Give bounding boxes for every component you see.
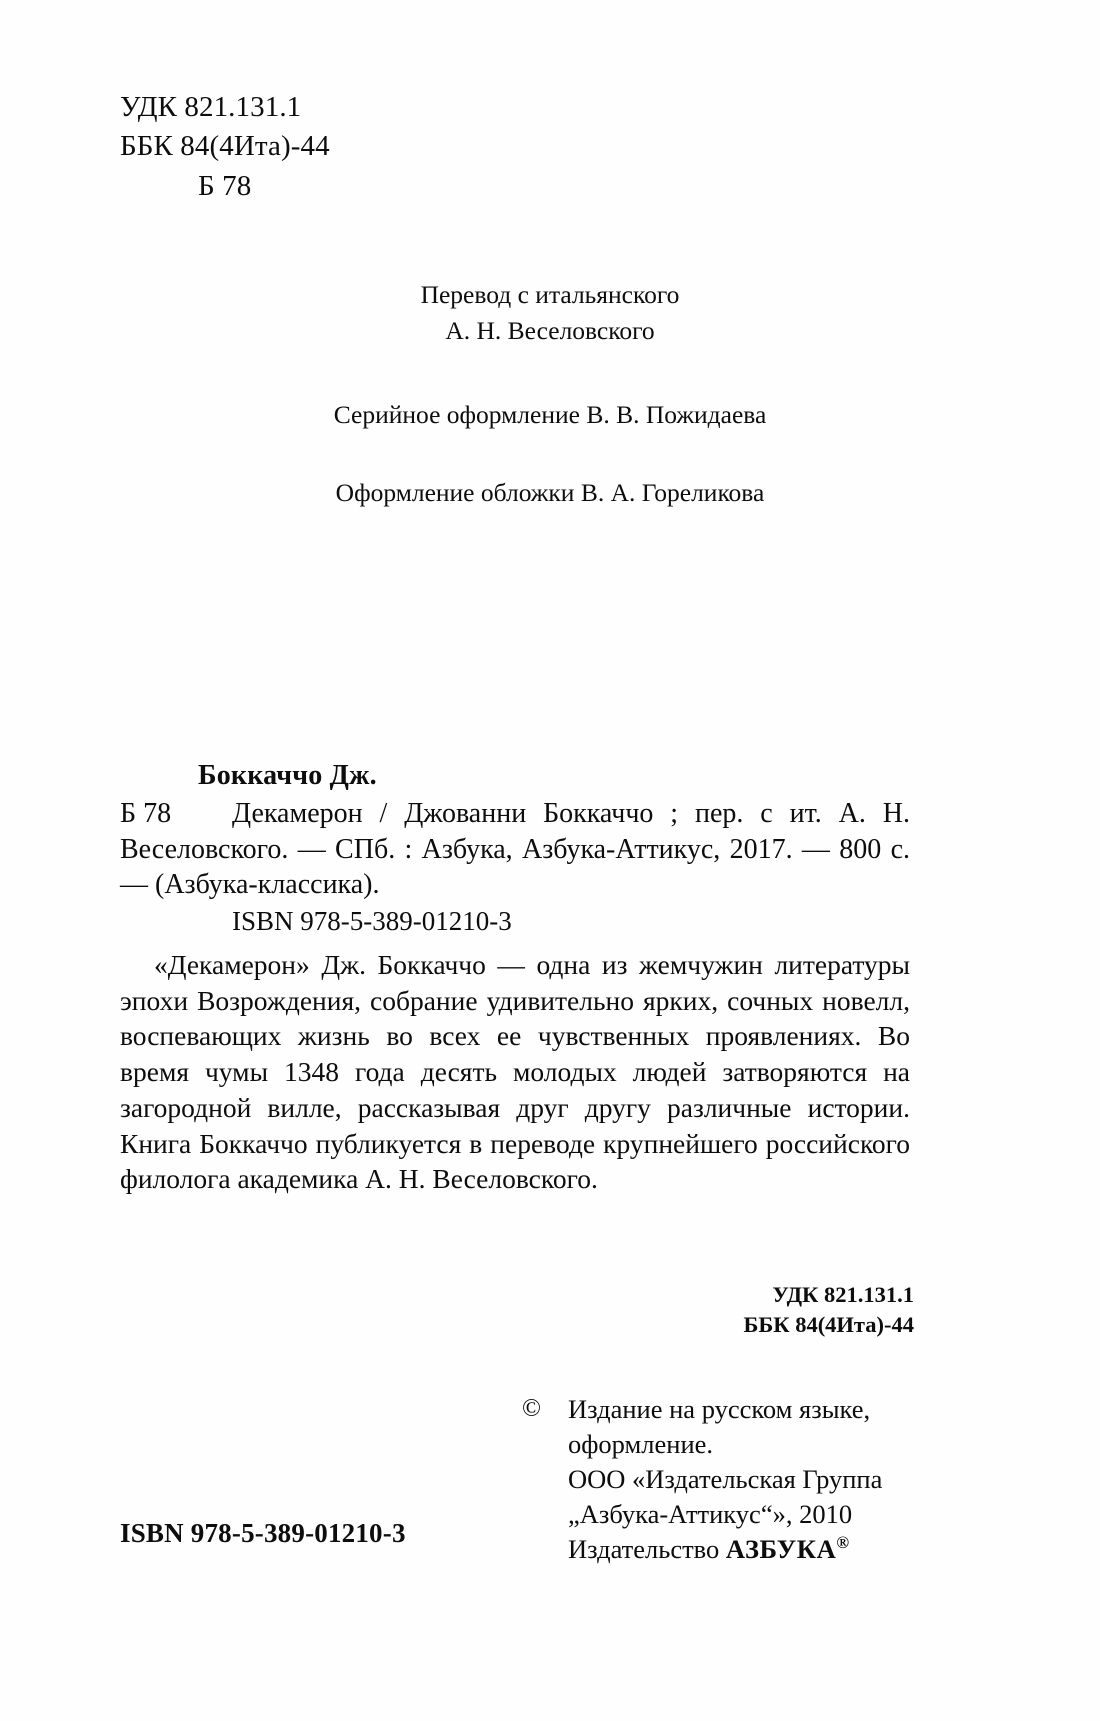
copyright-block [522,1392,882,1567]
publisher-line [522,1532,882,1567]
cip-description-value: Декамерон / Джованни Боккаччо ; пер. с ит. А. Н. Веселовского. — СПб. : Азбука, Азбука-Аттикус, 2017. — 800 с. — (Азбука-классика). [120,798,910,901]
udk-code-repeat: УДК 821.131.1 [772,1282,914,1307]
copyright-line-4: „Азбука-Аттикус“», 2010 [568,1498,853,1529]
registered-trademark-icon: ® [836,1533,850,1553]
copyright-icon: © [522,1395,541,1422]
udk-code: УДК 821.131.1 [120,91,302,123]
translator-name: А. Н. Веселовского [445,315,655,345]
classification-codes [120,88,330,206]
book-annotation: «Декамерон» Дж. Боккаччо — одна из жемчужин литературы эпохи Возрождения, собрание удивительно ярких, сочных новелл, воспевающих жизнь во всех ее чувственных проявлениях. Во время чумы 1348 года десять молодых людей затворяются на загородной вилле, рассказывая друг другу различные истории. Книга Боккаччо публикуется в переводе крупнейшего российского филолога академика А. Н. Веселовского. [120,948,910,1195]
copyright-line-2: оформление. [568,1428,714,1459]
copyright-row [522,1392,882,1427]
translation-credit [0,277,1100,348]
bbk-code-repeat: ББК 84(4Ита)-44 [743,1311,914,1337]
cip-block [120,758,910,1197]
cip-shelfmark: Б 78 [120,798,172,830]
classification-codes-repeat [0,1280,1100,1340]
cip-isbn: ISBN 978-5-389-01210-3 [232,905,512,936]
copyright-line-3: ООО «Издательская Группа [568,1463,883,1494]
shelfmark-code: Б 78 [198,169,252,202]
translation-source-label: Перевод с итальянского [420,280,680,309]
design-credits [0,400,1100,508]
publisher-prefix: Издательство [568,1533,726,1564]
cip-description-text [120,796,910,902]
copyright-line-1: Издание на русском языке, [568,1394,871,1424]
cover-design-credit: Оформление обложки В. А. Гореликова [335,478,765,507]
cip-description [120,796,910,902]
isbn-bottom: ISBN 978-5-389-01210-3 [120,1518,406,1548]
publisher-brand: АЗБУКА [725,1533,837,1564]
series-design-credit: Серийное оформление В. В. Пожидаева [333,400,767,429]
bbk-code: ББК 84(4Ита)-44 [120,130,330,163]
cip-author: Боккаччо Дж. [198,760,377,791]
